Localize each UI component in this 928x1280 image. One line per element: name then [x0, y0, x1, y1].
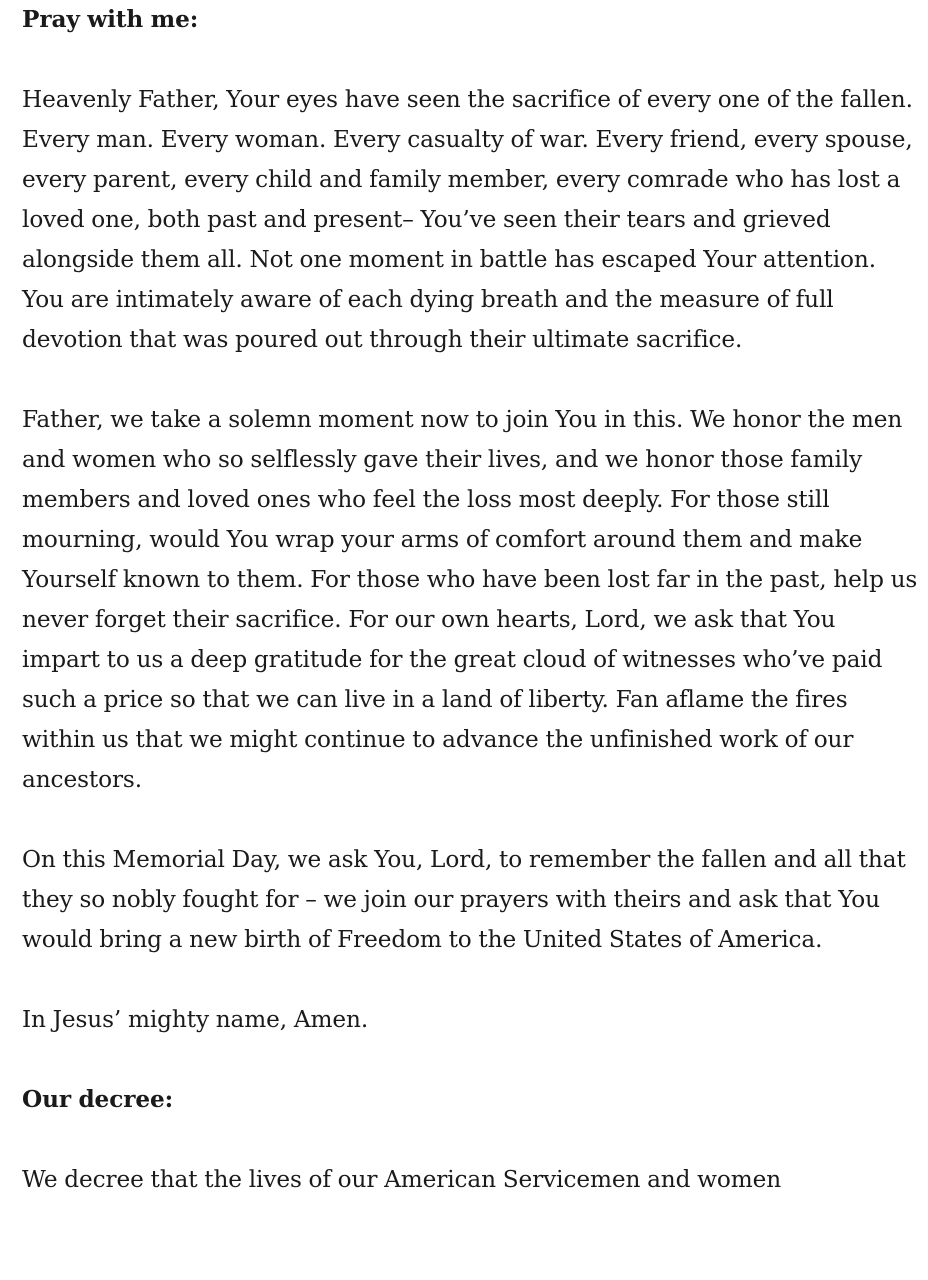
prayer-paragraph-2: Father, we take a solemn moment now to join You in this. We honor the men and women who so selflessly gave their lives, and we honor those family members and loved ones who feel the loss most deeply. For those still mourning, would You wrap your arms of comfort around them and make Yourself known to them. For those who have been lost far in the past, help us never forget their sacrifice. For our own hearts, Lord, we ask that You impart to us a deep gratitude for the great cloud of witnesses who’ve paid such a price so that we can live in a land of liberty. Fan aflame the fires within us that we might continue to advance the unfinished work of our ancestors. [22, 406, 918, 793]
decree-paragraph: We decree that the lives of our American Servicemen and women [22, 1166, 782, 1193]
decree-heading: Our decree: [22, 1086, 174, 1113]
prayer-paragraph-3: On this Memorial Day, we ask You, Lord, to remember the fallen and all that they so nobly fought for – we join our prayers with theirs and ask that You would bring a new birth of Freedom to the United States of America. [22, 846, 906, 953]
article-body [22, 0, 918, 1240]
prayer-closing: In Jesus’ mighty name, Amen. [22, 1006, 369, 1033]
prayer-paragraph-1: Heavenly Father, Your eyes have seen the sacrifice of every one of the fallen. Every man. Every woman. Every casualty of war. Every friend, every spouse, every parent, every child and family member, every comrade who has lost a loved one, both past and present– You’ve seen their tears and grieved alongside them all. Not one moment in battle has escaped Your attention. You are intimately aware of each dying breath and the measure of full devotion that was poured out through their ultimate sacrifice. [22, 86, 913, 353]
pray-heading: Pray with me: [22, 6, 199, 33]
